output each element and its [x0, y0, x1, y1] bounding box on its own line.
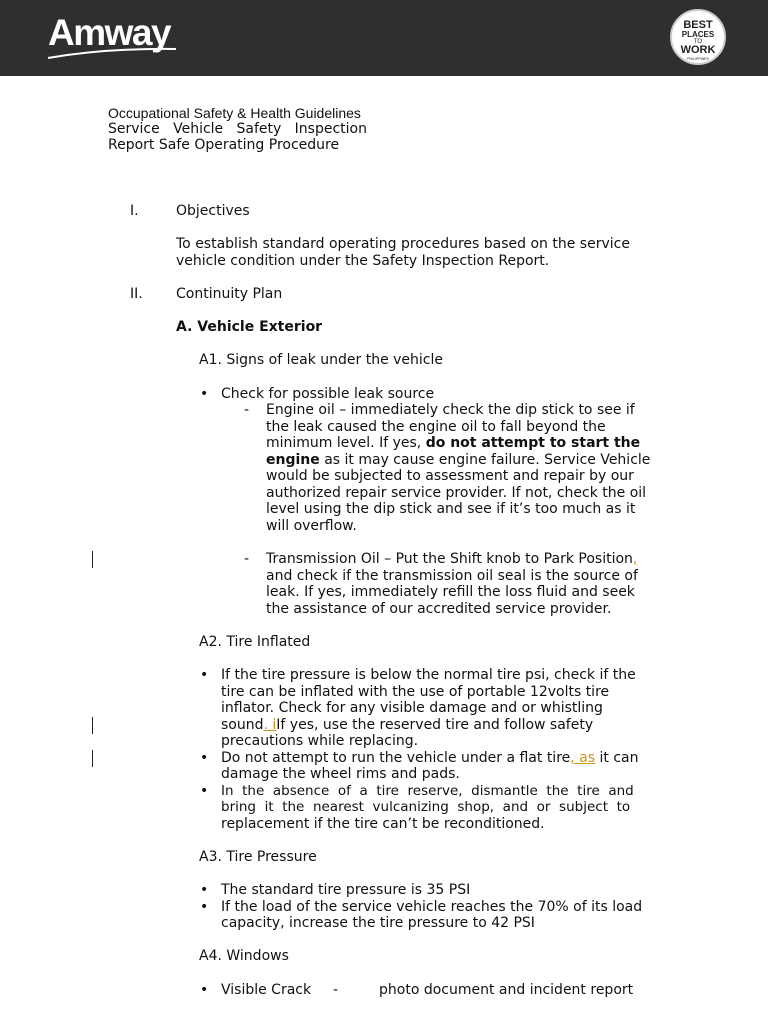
paragraph-line: authorized repair service provider. If not, check the oil	[266, 485, 647, 501]
paragraph-line: To establish standard operating procedures based on the service	[176, 236, 630, 252]
bullet-text: Visible Crack	[221, 982, 312, 998]
bullet-marker: •	[200, 386, 209, 402]
bullet-marker: •	[200, 882, 209, 898]
section-number: II.	[130, 286, 143, 302]
paragraph-line: leak. If yes, immediately refill the loss fluid and seek	[266, 584, 635, 600]
bullet-text: photo document and incident report	[379, 982, 634, 998]
best-places-to-work-badge: BEST PLACES TO WORK PHILIPPINES	[670, 9, 726, 65]
section-number: I.	[130, 203, 139, 219]
change-bar	[92, 750, 93, 767]
bullet-text: damage the wheel rims and pads.	[221, 766, 460, 782]
subsection-heading: A. Vehicle Exterior	[176, 319, 323, 335]
bullet-text: inflator. Check for any visible damage and or whistling	[221, 700, 603, 716]
paragraph-line: minimum level. If yes, do not attempt to start the	[266, 435, 641, 451]
paragraph-line: level using the dip stick and see if it’s too much as it	[266, 501, 636, 517]
bullet-text: If the tire pressure is below the normal tire psi, check if the	[221, 667, 636, 683]
bullet-text: If the load of the service vehicle reaches the 70% of its load	[221, 899, 643, 915]
bullet-marker: •	[200, 667, 209, 683]
amway-logo: Amway	[48, 12, 171, 53]
paragraph-line: the leak caused the engine oil to fall beyond the	[266, 419, 606, 435]
doc-title-line2: Report Safe Operating Procedure	[108, 137, 340, 153]
header-bar	[0, 0, 768, 76]
item-heading: A4. Windows	[199, 948, 289, 964]
bullet-text: replacement if the tire can’t be reconditioned.	[221, 816, 545, 832]
bullet-text: sound. iIf yes, use the reserved tire and follow safety	[221, 717, 594, 733]
bullet-text: The standard tire pressure is 35 PSI	[221, 882, 471, 898]
paragraph-line: engine as it may cause engine failure. Service Vehicle	[266, 452, 651, 468]
paragraph-line: and check if the transmission oil seal is the source of	[266, 568, 638, 584]
change-bar	[92, 717, 93, 734]
paragraph-line: Engine oil – immediately check the dip stick to see if	[266, 402, 635, 418]
bullet-marker: •	[200, 750, 209, 766]
paragraph-line: the assistance of our accredited service provider.	[266, 601, 612, 617]
bullet-text: precautions while replacing.	[221, 733, 419, 749]
paragraph-line: would be subjected to assessment and repair by our	[266, 468, 634, 484]
section-heading: Continuity Plan	[176, 286, 283, 302]
bullet-marker: •	[200, 899, 209, 915]
doc-title-line1: Service Vehicle Safety Inspection	[108, 121, 367, 137]
paragraph-line: will overflow.	[266, 518, 357, 534]
bullet-text: In the absence of a tire reserve, dismantle the tire and	[221, 783, 634, 799]
paragraph-line: vehicle condition under the Safety Inspection Report.	[176, 253, 550, 269]
dash-marker: -	[244, 551, 250, 567]
bullet-text: Check for possible leak source	[221, 386, 435, 402]
item-heading: A2. Tire Inflated	[199, 634, 311, 650]
bullet-text: tire can be inflated with the use of portable 12volts tire	[221, 684, 610, 700]
paragraph-line: Transmission Oil – Put the Shift knob to Park Position,	[266, 551, 638, 567]
logo-swoosh-icon	[46, 44, 178, 62]
item-heading: A3. Tire Pressure	[199, 849, 317, 865]
section-heading: Objectives	[176, 203, 250, 219]
bullet-marker: •	[200, 982, 209, 998]
change-bar	[92, 551, 93, 568]
bullet-marker: •	[200, 783, 209, 799]
item-heading: A1. Signs of leak under the vehicle	[199, 352, 443, 368]
bullet-text: capacity, increase the tire pressure to 42 PSI	[221, 915, 535, 931]
dash-marker: -	[333, 982, 339, 998]
dash-marker: -	[244, 402, 250, 418]
org-title: Occupational Safety & Health Guidelines	[108, 105, 361, 121]
bullet-text: bring it the nearest vulcanizing shop, and or subject to	[221, 799, 631, 815]
bullet-text: Do not attempt to run the vehicle under a flat tire, as it can	[221, 750, 639, 766]
